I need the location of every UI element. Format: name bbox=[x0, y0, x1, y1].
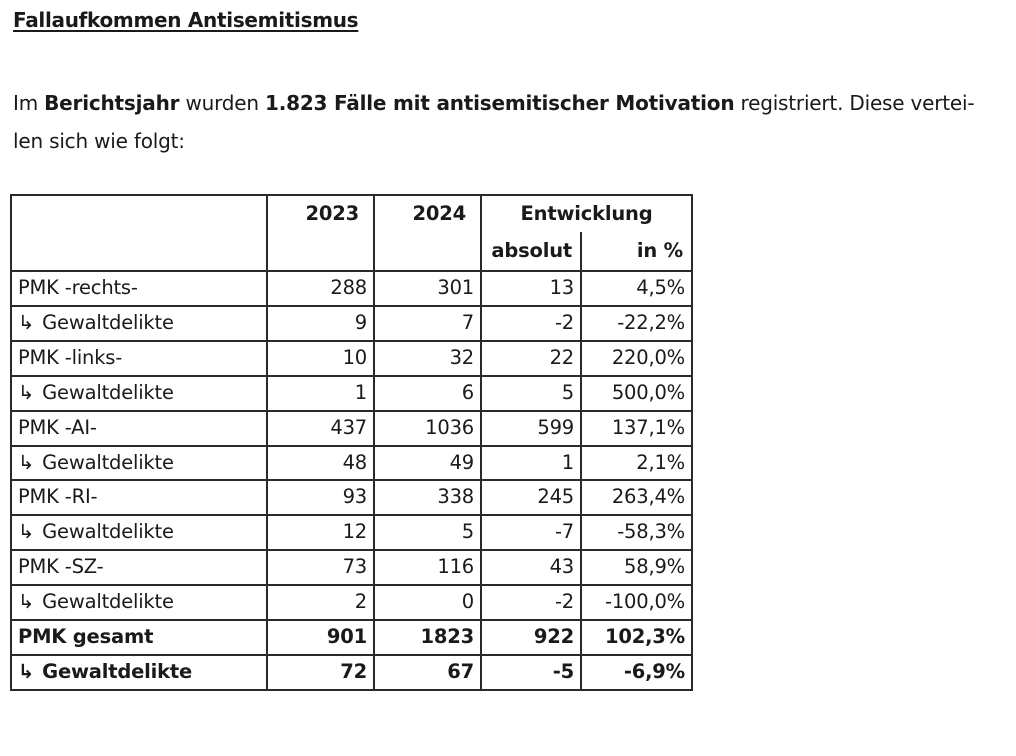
row-label: PMK -RI- bbox=[18, 485, 98, 509]
cell-2023: 288 bbox=[267, 271, 374, 306]
cell-percent: 58,9% bbox=[581, 550, 692, 585]
row-label: Gewaltdelikte bbox=[42, 380, 174, 404]
cell-absolut: 922 bbox=[481, 620, 581, 655]
cell-absolut: -2 bbox=[481, 585, 581, 620]
table-row bbox=[11, 376, 692, 411]
cell-percent: -22,2% bbox=[581, 306, 692, 341]
cell-absolut: 245 bbox=[481, 480, 581, 515]
cell-2023: 9 bbox=[267, 306, 374, 341]
row-label-cell bbox=[11, 655, 267, 690]
table-row bbox=[11, 411, 692, 446]
header-row-1 bbox=[11, 195, 692, 232]
sub-arrow-icon: ↳ bbox=[18, 520, 35, 544]
row-label: Gewaltdelikte bbox=[42, 310, 174, 334]
cell-2023: 2 bbox=[267, 585, 374, 620]
cell-2024: 49 bbox=[374, 446, 481, 481]
row-label-cell bbox=[11, 446, 267, 481]
row-label-cell bbox=[11, 480, 267, 515]
total-row bbox=[11, 620, 692, 655]
header-year-2023: 2023 bbox=[267, 195, 374, 232]
sub-arrow-icon: ↳ bbox=[18, 450, 35, 474]
cell-2023: 1 bbox=[267, 376, 374, 411]
cell-absolut: -2 bbox=[481, 306, 581, 341]
row-label: Gewaltdelikte bbox=[42, 659, 193, 683]
cell-2023: 10 bbox=[267, 341, 374, 376]
cell-absolut: 43 bbox=[481, 550, 581, 585]
row-label: PMK -links- bbox=[18, 345, 123, 369]
cell-percent: 500,0% bbox=[581, 376, 692, 411]
statistics-table bbox=[10, 194, 693, 691]
intro-bold-2: 1.823 Fälle mit antisemitischer Motivation bbox=[264, 91, 735, 115]
cell-percent: 4,5% bbox=[581, 271, 692, 306]
header-row-2 bbox=[11, 232, 692, 271]
intro-text-1: Im bbox=[13, 91, 45, 115]
table-row bbox=[11, 341, 692, 376]
row-label-cell bbox=[11, 550, 267, 585]
cell-2023: 437 bbox=[267, 411, 374, 446]
cell-percent: 2,1% bbox=[581, 446, 692, 481]
cell-2024: 0 bbox=[374, 585, 481, 620]
total-row bbox=[11, 655, 692, 690]
row-label-cell bbox=[11, 620, 267, 655]
cell-absolut: 13 bbox=[481, 271, 581, 306]
table-row bbox=[11, 585, 692, 620]
header-2024-lower bbox=[374, 232, 481, 271]
intro-text-2: wurden bbox=[179, 91, 265, 115]
cell-absolut: 5 bbox=[481, 376, 581, 411]
header-entwicklung: Entwicklung bbox=[481, 195, 692, 232]
row-label: PMK -AI- bbox=[18, 415, 97, 439]
cell-2024: 301 bbox=[374, 271, 481, 306]
header-label-cell-lower bbox=[11, 232, 267, 271]
row-label: Gewaltdelikte bbox=[42, 520, 174, 544]
cell-2023: 12 bbox=[267, 515, 374, 550]
table-row bbox=[11, 480, 692, 515]
sub-arrow-icon: ↳ bbox=[18, 590, 35, 614]
cell-absolut: 22 bbox=[481, 341, 581, 376]
row-label-cell bbox=[11, 515, 267, 550]
header-year-2024: 2024 bbox=[374, 195, 481, 232]
cell-percent: 137,1% bbox=[581, 411, 692, 446]
cell-percent: 102,3% bbox=[581, 620, 692, 655]
cell-2024: 32 bbox=[374, 341, 481, 376]
header-2023-lower bbox=[267, 232, 374, 271]
row-label-cell bbox=[11, 411, 267, 446]
sub-arrow-icon: ↳ bbox=[18, 659, 35, 683]
cell-2023: 72 bbox=[267, 655, 374, 690]
row-label: PMK -rechts- bbox=[18, 276, 138, 299]
row-label-cell bbox=[11, 271, 267, 306]
row-label: PMK gesamt bbox=[18, 625, 154, 649]
row-label: Gewaltdelikte bbox=[42, 450, 174, 474]
cell-absolut: -7 bbox=[481, 515, 581, 550]
intro-text-4: len sich wie folgt: bbox=[13, 129, 185, 153]
cell-percent: 220,0% bbox=[581, 341, 692, 376]
header-label-cell bbox=[11, 195, 267, 232]
cell-percent: -58,3% bbox=[581, 515, 692, 550]
intro-paragraph bbox=[13, 84, 1003, 160]
cell-2024: 5 bbox=[374, 515, 481, 550]
cell-absolut: -5 bbox=[481, 655, 581, 690]
table-row bbox=[11, 271, 692, 306]
table-row bbox=[11, 550, 692, 585]
cell-2024: 1823 bbox=[374, 620, 481, 655]
table-body bbox=[11, 271, 692, 690]
cell-2023: 93 bbox=[267, 480, 374, 515]
table-row bbox=[11, 446, 692, 481]
header-percent: in % bbox=[581, 232, 692, 271]
table-row bbox=[11, 515, 692, 550]
cell-2023: 901 bbox=[267, 620, 374, 655]
page-title: Fallaufkommen Antisemitismus bbox=[13, 8, 359, 32]
cell-2024: 7 bbox=[374, 306, 481, 341]
row-label: Gewaltdelikte bbox=[42, 590, 174, 614]
cell-percent: 263,4% bbox=[581, 480, 692, 515]
cell-2024: 338 bbox=[374, 480, 481, 515]
cell-2024: 67 bbox=[374, 655, 481, 690]
table-row bbox=[11, 306, 692, 341]
header-absolut: absolut bbox=[481, 232, 581, 271]
row-label-cell bbox=[11, 585, 267, 620]
cell-2023: 48 bbox=[267, 446, 374, 481]
cell-2024: 116 bbox=[374, 550, 481, 585]
cell-absolut: 1 bbox=[481, 446, 581, 481]
cell-2024: 6 bbox=[374, 376, 481, 411]
cell-percent: -100,0% bbox=[581, 585, 692, 620]
intro-bold-1: Berichtsjahr bbox=[44, 91, 180, 115]
cell-2024: 1036 bbox=[374, 411, 481, 446]
cell-absolut: 599 bbox=[481, 411, 581, 446]
row-label-cell bbox=[11, 376, 267, 411]
row-label-cell bbox=[11, 306, 267, 341]
row-label: PMK -SZ- bbox=[18, 555, 104, 579]
sub-arrow-icon: ↳ bbox=[18, 380, 35, 404]
sub-arrow-icon: ↳ bbox=[18, 310, 35, 334]
cell-2023: 73 bbox=[267, 550, 374, 585]
intro-text-3: registriert. Diese vertei- bbox=[734, 91, 975, 115]
cell-percent: -6,9% bbox=[581, 655, 692, 690]
row-label-cell bbox=[11, 341, 267, 376]
